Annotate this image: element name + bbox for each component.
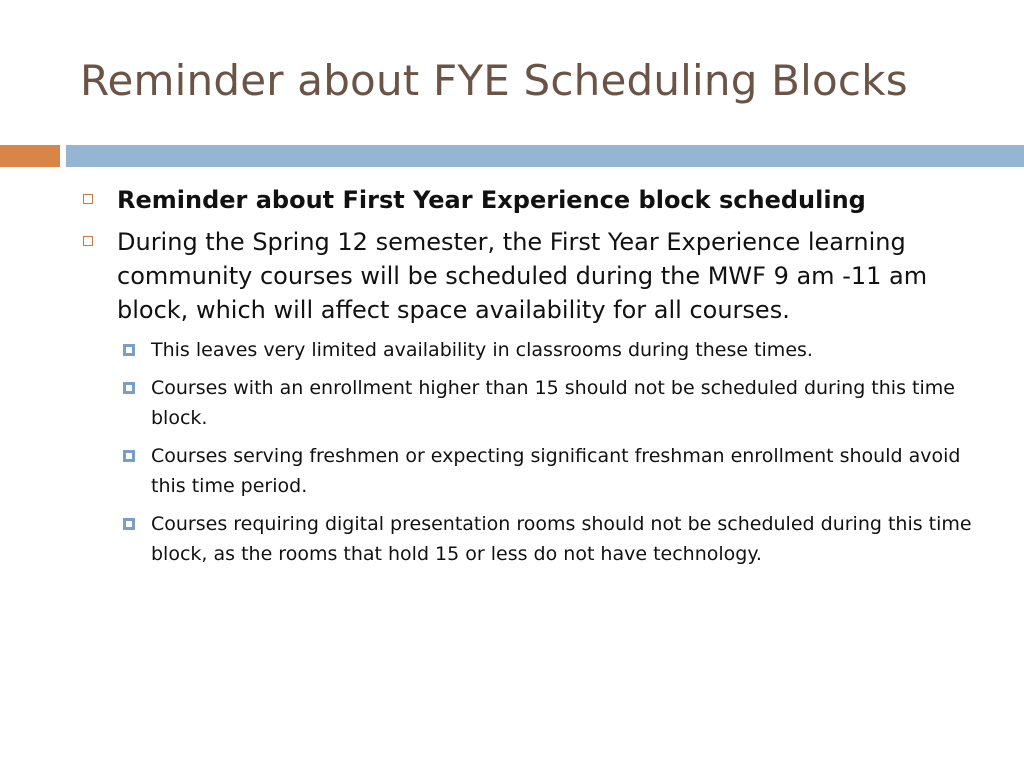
- slide-title: Reminder about FYE Scheduling Blocks: [80, 56, 908, 105]
- framed-square-icon: [123, 344, 135, 356]
- accent-band-blue: [66, 145, 1024, 167]
- sub-list-item: [117, 509, 980, 569]
- sub-list-item-text: Courses serving freshmen or expecting significant freshman enrollment should avoid this time period.: [151, 445, 961, 497]
- sub-list-item-text: Courses with an enrollment higher than 15 should not be scheduled during this time block.: [151, 377, 955, 429]
- accent-band-orange: [0, 145, 60, 167]
- sub-list-item-text: Courses requiring digital presentation rooms should not be scheduled during this time block, as the rooms that hold 15 or less do not have technology.: [151, 513, 972, 565]
- list-item: [80, 225, 980, 327]
- hollow-square-icon: [83, 194, 93, 204]
- framed-square-icon: [123, 518, 135, 530]
- list-item: [80, 183, 980, 217]
- sub-list-item-text: This leaves very limited availability in classrooms during these times.: [151, 339, 813, 361]
- bullet-list: [80, 183, 980, 577]
- sub-list-item: [117, 373, 980, 433]
- framed-square-icon: [123, 450, 135, 462]
- hollow-square-icon: [83, 236, 93, 246]
- sub-list-item: [117, 335, 980, 365]
- list-item-text: During the Spring 12 semester, the First Year Experience learning community courses will be scheduled during the MWF 9 am -11 am block, which will affect space availability for all courses.: [117, 228, 928, 324]
- framed-square-icon: [123, 382, 135, 394]
- list-item-text: Reminder about First Year Experience block scheduling: [117, 186, 866, 214]
- sub-list-item: [117, 441, 980, 501]
